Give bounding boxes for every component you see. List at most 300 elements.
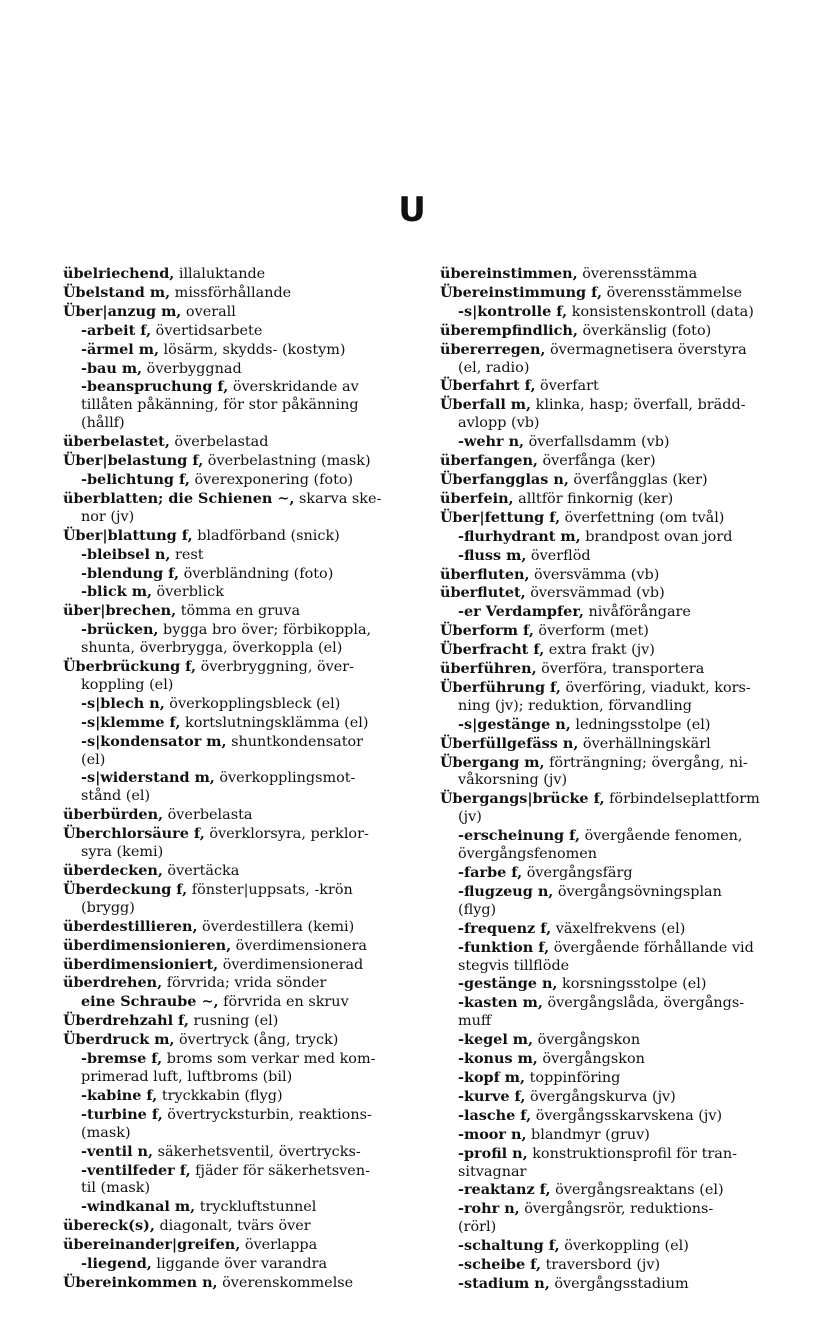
entry-definition: stånd (el) — [81, 788, 151, 805]
dictionary-entry-line — [440, 341, 800, 360]
dictionary-entry-line — [440, 679, 800, 698]
entry-headword: Überfall m, — [440, 396, 532, 414]
dictionary-entry-line — [440, 303, 800, 322]
dictionary-entry-line — [63, 1087, 423, 1106]
dictionary-entry-line — [440, 1013, 800, 1031]
entry-definition: övergångskon — [533, 1032, 641, 1049]
entry-headword: Übelstand m, — [63, 283, 171, 301]
dictionary-entry-line — [440, 902, 800, 920]
entry-definition: överbelastad — [169, 434, 269, 451]
dictionary-entry-line — [440, 975, 800, 994]
dictionary-entry-line — [63, 1143, 423, 1162]
entry-headword: -ventil n, — [81, 1142, 154, 1160]
dictionary-entry-line — [63, 360, 423, 379]
entry-definition: konstruktionsprofil för tran- — [527, 1145, 737, 1162]
entry-definition: övergående förhållande vid — [549, 939, 754, 956]
entry-definition: överensstämmelse — [602, 284, 742, 301]
entry-definition: klinka, hasp; överfall, brädd- — [531, 397, 746, 414]
entry-headword: -s|kontrolle f, — [458, 302, 568, 320]
entry-headword: -windkanal m, — [81, 1198, 196, 1216]
dictionary-entry-line — [440, 1145, 800, 1164]
entry-definition: missförhållande — [170, 284, 292, 301]
entry-headword: -kopf m, — [458, 1068, 526, 1086]
dictionary-entry-line — [63, 1050, 423, 1069]
dictionary-entry-line — [63, 806, 423, 825]
entry-definition: koppling (el) — [81, 676, 174, 693]
entry-definition: kortslutningsklämma (el) — [180, 714, 369, 731]
entry-definition: traversbord (jv) — [541, 1257, 661, 1274]
dictionary-entry-line — [440, 1200, 800, 1219]
entry-definition: ledningsstolpe (el) — [570, 716, 711, 733]
entry-headword: -scheibe f, — [458, 1256, 542, 1274]
entry-definition: fjäder för säkerhetsven- — [190, 1162, 370, 1179]
dictionary-entry-line — [440, 809, 800, 827]
entry-definition: övertäcka — [162, 863, 240, 879]
entry-definition: överbelasta — [163, 807, 253, 824]
entry-definition: broms som verkar med kom- — [162, 1051, 376, 1068]
entry-headword: -kasten m, — [458, 994, 543, 1012]
entry-definition: överfettning (om tvål) — [560, 509, 725, 526]
entry-definition: överkänslig (foto) — [577, 322, 712, 339]
dictionary-entry-line — [63, 1012, 423, 1031]
dictionary-entry-line — [63, 974, 423, 993]
dictionary-entry-line — [440, 1237, 800, 1256]
entry-headword: -ärmel m, — [81, 340, 159, 358]
entry-headword: überbürden, — [63, 806, 164, 824]
entry-headword: überbelastet, — [63, 433, 170, 451]
dictionary-entry-line — [440, 641, 800, 660]
entry-definition: extra frakt (jv) — [544, 642, 655, 659]
dictionary-entry-line — [440, 790, 800, 809]
entry-headword: Übergang m, — [440, 753, 545, 771]
entry-definition: överflöd — [526, 547, 591, 564]
entry-definition: (hållf) — [81, 415, 125, 432]
dictionary-entry-line — [440, 1126, 800, 1145]
entry-definition: förträngning; övergång, ni- — [544, 754, 748, 771]
dictionary-entry-line — [63, 341, 423, 360]
entry-definition: blandmyr (gruv) — [526, 1126, 650, 1143]
entry-definition: muff — [458, 1013, 492, 1030]
dictionary-entry-line — [63, 956, 423, 975]
entry-definition: bladförband (snick) — [192, 527, 340, 544]
entry-definition: övergångsreaktans (el) — [550, 1182, 724, 1199]
dictionary-entry-line — [440, 698, 800, 716]
dictionary-entry-line — [63, 769, 423, 788]
entry-definition: överlappa — [240, 1237, 318, 1254]
entry-definition: överklorsyra, perklor- — [204, 826, 369, 843]
entry-headword: -liegend, — [81, 1255, 152, 1273]
entry-headword: -profil n, — [458, 1144, 528, 1162]
entry-headword: Überfahrt f, — [440, 377, 536, 395]
entry-headword: -stadium n, — [458, 1274, 550, 1292]
entry-headword: überfluten, — [440, 565, 530, 583]
entry-definition: överfånga (ker) — [537, 453, 656, 470]
entry-headword: -moor n, — [458, 1125, 527, 1143]
entry-headword: -er Verdampfer, — [458, 603, 584, 621]
dictionary-entry-line — [63, 1069, 423, 1087]
dictionary-entry-line — [440, 1219, 800, 1237]
entry-headword: -kurve f, — [458, 1087, 526, 1105]
entry-definition: (rörl) — [458, 1219, 497, 1236]
entry-headword: überblatten; die Schienen ∼, — [63, 489, 295, 507]
dictionary-entry-line — [63, 1198, 423, 1217]
entry-definition: överkopplingsmot- — [214, 770, 356, 787]
entry-definition: bygga bro över; förbikoppla, — [158, 622, 372, 639]
entry-definition: tömma en gruva — [176, 603, 301, 620]
entry-definition: förvrida; vrida sönder — [162, 975, 327, 992]
dictionary-entry-line — [63, 1031, 423, 1050]
dictionary-entry-line — [63, 844, 423, 862]
entry-headword: -s|klemme f, — [81, 713, 181, 731]
dictionary-entry-line — [63, 415, 423, 433]
entry-headword: -bleibsel n, — [81, 545, 171, 563]
dictionary-entry-line — [63, 677, 423, 695]
dictionary-entry-line — [63, 993, 423, 1012]
dictionary-entry-line — [63, 918, 423, 937]
entry-headword: Überdruck m, — [63, 1031, 175, 1049]
entry-definition: överbryggning, över- — [196, 659, 355, 676]
entry-definition: (flyg) — [458, 901, 497, 918]
entry-headword: Überdeckung f, — [63, 880, 188, 898]
entry-headword: -s|blech n, — [81, 694, 165, 712]
entry-definition: korsningsstolpe (el) — [557, 976, 707, 993]
dictionary-entry-line — [63, 265, 423, 284]
entry-definition: övergångsrör, reduktions- — [519, 1201, 714, 1218]
entry-headword: überempfindlich, — [440, 321, 578, 339]
entry-definition: rest — [170, 546, 204, 563]
entry-definition: överdimensionera — [231, 937, 368, 954]
entry-definition: övertryck (ång, tryck) — [174, 1032, 339, 1049]
entry-definition: överfallsdamm (vb) — [524, 434, 670, 451]
dictionary-entry-line — [63, 1162, 423, 1181]
dictionary-entry-line — [63, 471, 423, 490]
entry-definition: (el, radio) — [458, 359, 530, 376]
entry-definition: primerad luft, luftbroms (bil) — [81, 1068, 293, 1085]
dictionary-entry-line — [63, 527, 423, 546]
entry-headword: übelriechend, — [63, 265, 175, 282]
entry-headword: -blick m, — [81, 583, 152, 601]
dictionary-entry-line — [440, 1107, 800, 1126]
entry-definition: överblick — [151, 584, 224, 601]
dictionary-entry-line — [440, 920, 800, 939]
entry-definition: förbindelseplattform — [604, 791, 760, 808]
entry-definition: överexponering (foto) — [189, 471, 354, 488]
dictionary-entry-line — [63, 881, 423, 900]
entry-headword: überdrehen, — [63, 974, 163, 992]
entry-headword: über|brechen, — [63, 602, 177, 620]
entry-definition: tillåten påkänning, för stor påkänning — [81, 397, 359, 414]
dictionary-entry-line — [440, 939, 800, 958]
dictionary-entry-line — [440, 322, 800, 341]
dictionary-entry-line — [440, 1275, 800, 1294]
dictionary-entry-line — [440, 471, 800, 490]
entry-headword: überfangen, — [440, 452, 538, 470]
dictionary-entry-line — [440, 1181, 800, 1200]
entry-headword: -s|gestänge n, — [458, 715, 571, 733]
dictionary-entry-line — [440, 433, 800, 452]
dictionary-entry-line — [63, 509, 423, 527]
right-column — [440, 265, 800, 1294]
entry-definition: til (mask) — [81, 1180, 151, 1197]
dictionary-entry-line — [440, 994, 800, 1013]
entry-definition: (mask) — [81, 1124, 131, 1141]
dictionary-entry-line — [440, 716, 800, 735]
page-letter: U — [398, 190, 426, 230]
dictionary-entry-line — [63, 303, 423, 322]
entry-definition: skarva ske- — [294, 490, 382, 507]
entry-headword: -flurhydrant m, — [458, 527, 581, 545]
dictionary-entry-line — [63, 583, 423, 602]
entry-headword: überdimensionieren, — [63, 936, 232, 954]
entry-headword: -flugzeug n, — [458, 882, 554, 900]
entry-headword: Über|anzug m, — [63, 302, 182, 320]
entry-headword: -s|widerstand m, — [81, 769, 215, 787]
dictionary-entry-line — [440, 360, 800, 378]
entry-definition: ning (jv); reduktion, förvandling — [458, 697, 692, 714]
entry-definition: säkerhetsventil, övertrycks- — [153, 1143, 361, 1160]
entry-headword: -turbine f, — [81, 1105, 163, 1123]
dictionary-entry-line — [63, 862, 423, 881]
entry-definition: stegvis tillflöde — [458, 957, 570, 974]
entry-headword: Überdrehzahl f, — [63, 1012, 189, 1030]
dictionary-entry-line — [440, 584, 800, 603]
dictionary-entry-line — [440, 284, 800, 303]
dictionary-entry-line — [63, 1255, 423, 1274]
dictionary-entry-line — [440, 1069, 800, 1088]
dictionary-entry-line — [440, 566, 800, 585]
entry-definition: överfångglas (ker) — [568, 471, 708, 488]
entry-definition: översvämma (vb) — [529, 566, 660, 583]
entry-definition: överhällningskärl — [578, 735, 711, 752]
dictionary-entry-line — [440, 622, 800, 641]
entry-headword: Überchlorsäure f, — [63, 825, 205, 843]
dictionary-entry-line — [63, 433, 423, 452]
entry-headword: übereck(s), — [63, 1217, 155, 1235]
dictionary-entry-line — [440, 490, 800, 509]
entry-headword: -reaktanz f, — [458, 1181, 551, 1199]
entry-definition: konsistenskontroll (data) — [567, 303, 754, 320]
dictionary-entry-line — [440, 265, 800, 284]
dictionary-entry-line — [63, 640, 423, 658]
entry-headword: Übergangs|brücke f, — [440, 790, 605, 808]
entry-definition: overall — [181, 303, 236, 320]
dictionary-entry-line — [63, 284, 423, 303]
entry-definition: shuntkondensator — [226, 733, 364, 750]
dictionary-entry-line — [63, 788, 423, 806]
entry-definition: lösärm, skydds- (kostym) — [158, 341, 346, 358]
entry-headword: überfein, — [440, 489, 514, 507]
entry-definition: översvämmad (vb) — [525, 585, 665, 602]
entry-definition: sitvagnar — [458, 1163, 527, 1180]
entry-definition: överensstämma — [577, 266, 698, 282]
entry-definition: diagonalt, tvärs över — [154, 1218, 311, 1235]
entry-definition: (el) — [81, 751, 106, 768]
entry-headword: -schaltung f, — [458, 1237, 560, 1255]
entry-definition: övergångskon — [537, 1051, 645, 1068]
entry-definition: överbelastning (mask) — [203, 453, 371, 470]
dictionary-entry-line — [63, 900, 423, 918]
entry-definition: brandpost ovan jord — [580, 528, 733, 545]
entry-headword: überdecken, — [63, 862, 163, 879]
entry-headword: -brücken, — [81, 621, 159, 639]
dictionary-entry-line — [440, 1031, 800, 1050]
dictionary-entry-line — [440, 1050, 800, 1069]
entry-definition: övergångsskarvskena (jv) — [531, 1107, 723, 1124]
dictionary-entry-line — [440, 660, 800, 679]
entry-headword: -farbe f, — [458, 864, 523, 881]
dictionary-entry-line — [63, 937, 423, 956]
dictionary-entry-line — [63, 1125, 423, 1143]
entry-definition: syra (kemi) — [81, 844, 164, 861]
entry-headword: Überform f, — [440, 622, 534, 640]
left-column — [63, 265, 423, 1293]
dictionary-entry-line — [440, 547, 800, 566]
entry-headword: -kabine f, — [81, 1086, 158, 1104]
dictionary-entry-line — [63, 733, 423, 752]
entry-definition: tryckkabin (flyg) — [157, 1087, 283, 1104]
dictionary-entry-line — [440, 864, 800, 883]
dictionary-entry-line — [440, 415, 800, 433]
entry-headword: -frequenz f, — [458, 919, 552, 937]
entry-headword: Überbrückung f, — [63, 658, 197, 676]
entry-definition: överföra, transportera — [536, 661, 705, 678]
dictionary-entry-line — [63, 621, 423, 640]
entry-definition: (jv) — [458, 809, 482, 826]
entry-headword: überdestillieren, — [63, 917, 198, 935]
entry-headword: -wehr n, — [458, 433, 525, 451]
dictionary-entry-line — [63, 752, 423, 770]
dictionary-entry-line — [63, 695, 423, 714]
dictionary-entry-line — [440, 846, 800, 864]
entry-definition: överbländning (foto) — [179, 565, 334, 582]
entry-headword: -fluss m, — [458, 546, 527, 564]
entry-definition: överfart — [535, 378, 599, 395]
dictionary-entry-line — [440, 452, 800, 471]
entry-definition: toppinföring — [525, 1069, 621, 1086]
entry-definition: övergångsövningsplan — [553, 883, 722, 900]
dictionary-entry-line — [440, 509, 800, 528]
dictionary-entry-line — [63, 546, 423, 565]
dictionary-entry-line — [440, 735, 800, 754]
dictionary-entry-line — [440, 377, 800, 396]
entry-definition: (brygg) — [81, 899, 135, 916]
entry-headword: übererregen, — [440, 340, 546, 358]
dictionary-entry-line — [440, 754, 800, 773]
entry-headword: eine Schraube ∼, — [81, 993, 219, 1011]
entry-headword: Übereinkommen n, — [63, 1273, 218, 1291]
dictionary-entry-line — [63, 825, 423, 844]
entry-definition: överdimensionerad — [218, 956, 364, 973]
entry-definition: överföring, viadukt, kors- — [560, 679, 751, 696]
dictionary-entry-line — [63, 602, 423, 621]
entry-definition: illaluktande — [174, 266, 266, 282]
entry-headword: -arbeit f, — [81, 321, 152, 339]
entry-definition: överform (met) — [533, 623, 649, 640]
entry-headword: -rohr n, — [458, 1200, 520, 1218]
entry-definition: övergående fenomen, — [580, 828, 743, 845]
entry-headword: -blendung f, — [81, 564, 180, 582]
entry-definition: överdestillera (kemi) — [197, 918, 355, 935]
entry-definition: överkopplingsbleck (el) — [164, 695, 341, 712]
dictionary-entry-line — [63, 714, 423, 733]
entry-definition: överskridande av — [228, 379, 359, 396]
dictionary-entry-line — [63, 397, 423, 415]
dictionary-entry-line — [440, 827, 800, 846]
entry-headword: Überfracht f, — [440, 641, 545, 659]
entry-definition: rusning (el) — [188, 1013, 279, 1030]
dictionary-entry-line — [440, 1164, 800, 1182]
entry-definition: övergångsfenomen — [458, 846, 598, 863]
entry-definition: övergångsstadium — [549, 1275, 689, 1292]
entry-headword: -konus m, — [458, 1050, 538, 1068]
dictionary-entry-line — [63, 658, 423, 677]
dictionary-entry-line — [63, 1217, 423, 1236]
entry-headword: -gestänge n, — [458, 975, 558, 993]
entry-definition: fönster|uppsats, -krön — [187, 881, 353, 898]
dictionary-entry-line — [63, 378, 423, 397]
entry-definition: avlopp (vb) — [458, 415, 540, 432]
entry-definition: nivåförångare — [583, 604, 691, 621]
entry-definition: övermagnetisera överstyra — [545, 341, 747, 358]
entry-headword: Übereinstimmung f, — [440, 283, 602, 301]
dictionary-entry-line — [440, 528, 800, 547]
entry-definition: övergångskurva (jv) — [525, 1088, 676, 1105]
entry-headword: -belichtung f, — [81, 470, 190, 488]
entry-headword: -erscheinung f, — [458, 827, 581, 845]
entry-headword: Überfüllgefäss n, — [440, 734, 579, 752]
entry-headword: -ventilfeder f, — [81, 1161, 191, 1179]
entry-headword: überführen, — [440, 660, 537, 678]
entry-headword: -bremse f, — [81, 1050, 163, 1068]
entry-definition: förvrida en skruv — [218, 994, 349, 1011]
entry-definition: övergångsfärg — [522, 865, 633, 881]
dictionary-entry-line — [63, 452, 423, 471]
dictionary-entry-line — [63, 1180, 423, 1198]
entry-definition: överbyggnad — [142, 360, 242, 377]
dictionary-entry-line — [63, 1236, 423, 1255]
entry-headword: Über|belastung f, — [63, 452, 204, 470]
dictionary-entry-line — [440, 603, 800, 622]
entry-definition: liggande över varandra — [151, 1256, 328, 1273]
dictionary-entry-line — [440, 958, 800, 976]
entry-headword: -lasche f, — [458, 1106, 532, 1124]
entry-definition: övertidsarbete — [151, 322, 263, 339]
entry-headword: übereinander|greifen, — [63, 1236, 241, 1254]
entry-definition: övergångslåda, övergångs- — [542, 995, 745, 1012]
entry-definition: våkorsning (jv) — [458, 772, 568, 789]
dictionary-entry-line — [440, 1256, 800, 1275]
entry-headword: Überfangglas n, — [440, 470, 569, 488]
entry-definition: överkoppling (el) — [559, 1238, 689, 1255]
entry-headword: überdimensioniert, — [63, 955, 219, 973]
dictionary-entry-line — [440, 772, 800, 790]
entry-definition: nor (jv) — [81, 508, 135, 525]
dictionary-entry-line — [63, 490, 423, 509]
entry-headword: Über|fettung f, — [440, 508, 561, 526]
dictionary-entry-line — [63, 1106, 423, 1125]
entry-headword: -bau m, — [81, 359, 143, 377]
dictionary-entry-line — [440, 1088, 800, 1107]
entry-headword: Überführung f, — [440, 678, 561, 696]
entry-headword: -kegel m, — [458, 1031, 534, 1049]
entry-definition: shunta, överbrygga, överkoppla (el) — [81, 640, 343, 657]
entry-definition: överenskommelse — [217, 1274, 354, 1291]
dictionary-entry-line — [63, 322, 423, 341]
entry-headword: -s|kondensator m, — [81, 732, 227, 750]
entry-headword: übereinstimmen, — [440, 265, 578, 282]
entry-headword: -beanspruchung f, — [81, 378, 229, 396]
dictionary-entry-line — [63, 565, 423, 584]
